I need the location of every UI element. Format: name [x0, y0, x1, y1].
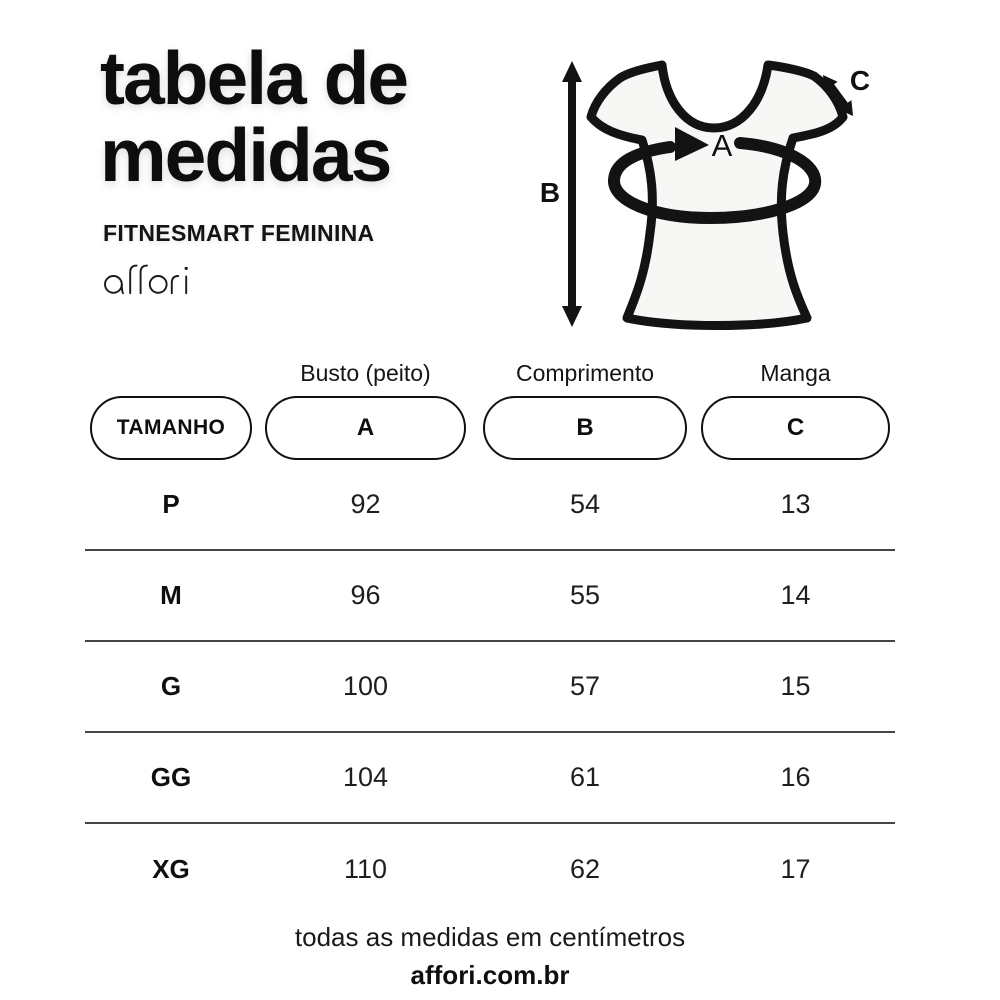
length-arrowhead-top — [562, 61, 582, 82]
col-label-empty — [85, 358, 257, 388]
brand-logo — [103, 259, 540, 310]
table-row-g — [85, 642, 895, 733]
table-row-p — [85, 460, 895, 551]
length-cell: 61 — [569, 762, 601, 792]
size-cell: M — [160, 580, 182, 610]
sleeve-cell: 14 — [780, 580, 811, 610]
col-label-length: Comprimento — [515, 360, 655, 386]
header-pill-b: B — [483, 396, 687, 460]
length-cell: 62 — [569, 854, 601, 884]
bust-label: A — [711, 128, 733, 163]
col-label-sleeve: Manga — [760, 360, 831, 386]
tshirt-measurement-diagram — [530, 30, 970, 350]
length-cell: 54 — [569, 489, 601, 519]
size-cell: P — [162, 489, 180, 519]
page-title-line1: tabela de — [100, 36, 408, 120]
bust-cell: 96 — [350, 580, 381, 610]
sleeve-cell: 16 — [780, 762, 811, 792]
bust-cell: 110 — [343, 854, 388, 884]
footer — [85, 922, 895, 991]
size-cell: GG — [150, 762, 192, 792]
header-pill-a: A — [265, 396, 466, 460]
length-arrowhead-bottom — [562, 306, 582, 327]
length-label: B — [539, 177, 561, 208]
col-label-bust: Busto (peito) — [300, 360, 431, 386]
units-note: todas as medidas em centímetros — [294, 922, 686, 952]
bust-cell: 92 — [350, 489, 381, 519]
tshirt-diagram-icon — [530, 30, 970, 350]
table-row-xg — [85, 824, 895, 915]
bust-cell: 104 — [342, 762, 389, 792]
website-url: affori.com.br — [410, 960, 570, 990]
size-cell: G — [160, 671, 182, 701]
table-row-gg — [85, 733, 895, 824]
brand-logo-icon — [103, 259, 207, 305]
header-pill-c: C — [701, 396, 890, 460]
length-cell: 55 — [569, 580, 601, 610]
size-cell: XG — [152, 854, 190, 884]
header — [100, 36, 540, 310]
length-cell: 57 — [569, 671, 601, 701]
page-title-line2: medidas — [100, 113, 391, 197]
size-table — [85, 358, 895, 915]
product-subtitle: FITNESMART FEMININA — [103, 220, 375, 246]
sleeve-cell: 13 — [780, 489, 811, 519]
header-pill-tamanho: TAMANHO — [90, 396, 252, 460]
column-group-labels — [85, 358, 895, 388]
bust-cell: 100 — [342, 671, 389, 701]
sleeve-label: C — [849, 65, 871, 96]
table-body — [85, 460, 895, 915]
page-title — [100, 36, 540, 197]
column-header-pills — [85, 396, 895, 460]
sleeve-cell: 15 — [780, 671, 811, 701]
table-row-m — [85, 551, 895, 642]
sleeve-cell: 17 — [780, 854, 811, 884]
